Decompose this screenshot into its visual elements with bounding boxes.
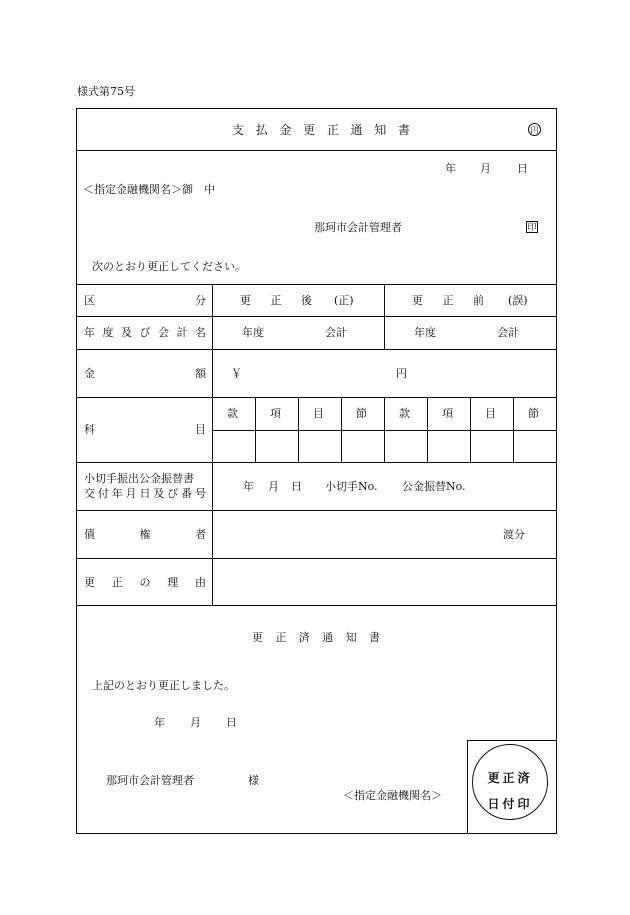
- year-account-label-char: 度: [102, 326, 114, 339]
- reason-label-char: 由: [195, 576, 206, 589]
- check-day: 日: [291, 480, 302, 493]
- corrected-header-char: 後: [301, 294, 312, 307]
- form-title-char: 更: [303, 123, 316, 137]
- col-divider: [298, 397, 299, 462]
- corrected-subject-col: 款: [227, 407, 238, 420]
- corrected-year: 年度: [242, 326, 264, 339]
- date-month: 月: [480, 162, 491, 175]
- form-title-char: 知: [374, 123, 387, 137]
- col-divider: [513, 397, 514, 462]
- completion-title-char: 知: [345, 631, 357, 644]
- completion-month: 月: [190, 716, 201, 729]
- yen-seal-mark: 円: [528, 123, 541, 136]
- corrected-subject-col: 項: [270, 407, 281, 420]
- division-label-char: 分: [195, 294, 206, 307]
- check-year: 年: [243, 480, 254, 493]
- form-number: 様式第75号: [77, 85, 135, 98]
- instruction-text: 次のとおり更正してください。: [92, 260, 246, 273]
- check-number-label: 小切手No.: [325, 480, 378, 493]
- reason-label-char: 正: [111, 576, 123, 589]
- reason-label-char: 更: [84, 576, 95, 589]
- check-label-line2-char: 月: [125, 487, 137, 500]
- completion-day: 日: [226, 716, 237, 729]
- completion-sender: ＜指定金融機関名＞: [343, 789, 442, 802]
- original-account: 会計: [497, 326, 519, 339]
- original-subject-col: 款: [399, 407, 410, 420]
- row-divider: [76, 349, 557, 350]
- completion-title-char: 正: [275, 631, 287, 644]
- corrected-header-char: 更: [240, 294, 251, 307]
- original-header-char: 更: [412, 294, 423, 307]
- year-account-label-char: 計: [176, 326, 188, 339]
- year-account-label-char: 会: [158, 326, 169, 339]
- row-divider: [76, 316, 212, 317]
- completion-year: 年: [154, 716, 165, 729]
- original-year: 年度: [414, 326, 436, 339]
- amount-label: [84, 368, 206, 379]
- payment-correction-form: [76, 108, 557, 834]
- year-account-label-char: 名: [195, 326, 206, 339]
- year-account-label-char: び: [139, 326, 151, 339]
- check-label-line2-char: び: [167, 487, 179, 500]
- check-label-line2-char: 付: [97, 487, 109, 500]
- creditor-label-char: 者: [195, 528, 206, 541]
- completion-title: [252, 632, 380, 643]
- division-label-char: 区: [84, 294, 95, 307]
- check-label-line2: [84, 488, 206, 499]
- completion-title-char: 更: [252, 631, 263, 644]
- date-stamp-circle: [472, 744, 548, 820]
- subject-label-char: 科: [84, 423, 95, 436]
- check-month: 月: [268, 480, 279, 493]
- completion-recipient: 那珂市会計管理者: [106, 774, 194, 787]
- form-title-char: 金: [279, 123, 292, 137]
- completion-honorific: 様: [248, 774, 259, 787]
- col-divider: [255, 397, 256, 462]
- creditor-label-char: 権: [139, 528, 151, 541]
- stamp-box-left: [467, 740, 468, 834]
- check-label-line2-char: 交: [84, 487, 95, 500]
- corrected-header-char: 正: [270, 294, 282, 307]
- reason-label-char: の: [139, 576, 151, 589]
- issuer-name: 那珂市会計管理者: [314, 221, 402, 234]
- check-label-line2-char: 及: [153, 487, 165, 500]
- original-subject-col: 節: [528, 407, 539, 420]
- issuer-seal: 印: [527, 223, 537, 233]
- form-title: [232, 124, 410, 136]
- col-divider: [341, 397, 342, 462]
- creditor-label-char: 債: [84, 528, 95, 541]
- yen-word: 円: [396, 367, 407, 380]
- form-title-char: 書: [397, 123, 410, 137]
- original-subject-col: 項: [442, 407, 453, 420]
- year-account-label-char: 及: [121, 326, 132, 339]
- original-header: [412, 295, 484, 306]
- corrected-subject-col: 目: [313, 407, 324, 420]
- check-label-line2-char: 日: [139, 487, 151, 500]
- col-divider: [470, 397, 471, 462]
- stamp-line2: 日付印: [487, 797, 533, 811]
- form-title-char: 正: [326, 123, 339, 137]
- subject-divider: [384, 397, 385, 462]
- stamp-box-top: [467, 740, 557, 741]
- original-subject-col: 目: [485, 407, 496, 420]
- year-account-label-char: 年: [84, 326, 95, 339]
- title-divider: [76, 150, 557, 151]
- corrected-original-divider: [384, 284, 385, 349]
- reason-label: [84, 577, 206, 588]
- date-day: 日: [517, 162, 528, 175]
- original-header-char: 前: [473, 294, 484, 307]
- subject-label-char: 目: [195, 423, 206, 436]
- original-header-char: 正: [442, 294, 454, 307]
- completion-title-char: 済: [298, 631, 310, 644]
- check-label-line1: 小切手振出公金振替書: [84, 472, 194, 485]
- addressee: ＜指定金融機関名＞御 中: [83, 183, 215, 196]
- division-label: [84, 295, 206, 306]
- form-title-char: 通: [350, 123, 363, 137]
- col-divider: [427, 397, 428, 462]
- yen-symbol: ￥: [231, 367, 242, 380]
- amount-label-char: 金: [84, 367, 95, 380]
- date-year: 年: [445, 162, 456, 175]
- row-divider: [76, 462, 557, 463]
- corrected-account: 会計: [325, 326, 347, 339]
- check-label-line2-char: 番: [181, 487, 193, 500]
- transfer-number-label: 公金振替No.: [402, 480, 466, 493]
- row-divider: [76, 397, 557, 398]
- amount-label-char: 額: [195, 367, 206, 380]
- table-bottom-border: [76, 605, 557, 606]
- corrected-mark: (正): [334, 294, 354, 307]
- reason-label-char: 理: [167, 576, 179, 589]
- creditor-label: [84, 529, 206, 540]
- check-label-line2-char: 号: [195, 487, 206, 500]
- table-top-border: [76, 284, 557, 285]
- completion-title-char: 通: [322, 631, 334, 644]
- completion-statement: 上記のとおり更正しました。: [92, 679, 235, 692]
- corrected-header: [240, 295, 312, 306]
- check-label-line2-char: 年: [111, 487, 123, 500]
- corrected-subject-col: 節: [356, 407, 367, 420]
- form-title-char: 払: [255, 123, 268, 137]
- row-divider: [76, 558, 557, 559]
- creditor-suffix: 渡分: [503, 528, 525, 541]
- subject-label: [84, 424, 206, 435]
- form-title-char: 支: [232, 123, 245, 137]
- row-divider: [76, 510, 557, 511]
- original-mark: (誤): [508, 294, 528, 307]
- stamp-line1: 更正済: [487, 771, 533, 785]
- completion-title-char: 書: [368, 631, 380, 644]
- year-account-label: [84, 327, 206, 338]
- label-column-divider: [212, 284, 213, 605]
